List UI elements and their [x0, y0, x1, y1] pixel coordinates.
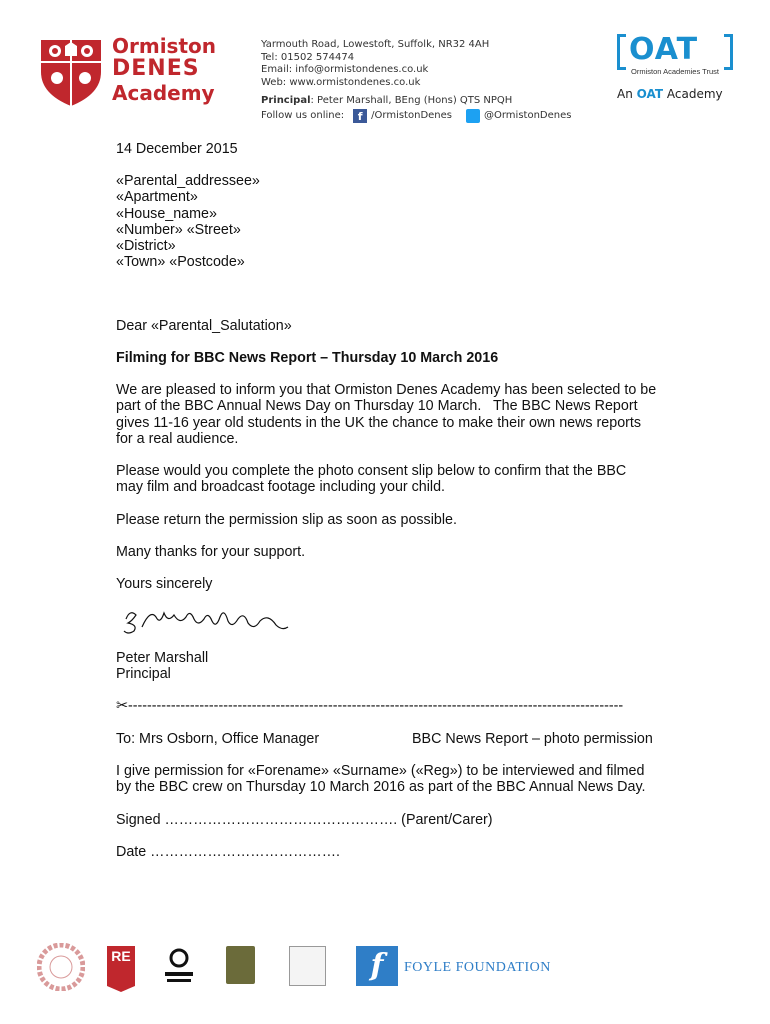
cut-line [116, 698, 656, 714]
paragraph-4: Many thanks for your support. [116, 544, 306, 560]
school-name-2: DENES [112, 56, 200, 81]
telephone: Tel: 01502 574474 [261, 51, 355, 63]
oat-trust-name: Ormiston Academies Trust [631, 67, 719, 76]
oat-tagline-brand: OAT [636, 87, 664, 101]
follow-label: Follow us online: [261, 109, 345, 121]
address: Yarmouth Road, Lowestoft, Suffolk, NR32 4AH [261, 39, 490, 50]
paragraph-line: We are pleased to inform you that Ormiston Denes Academy has been selected to be [116, 382, 657, 398]
oat-bracket-right [724, 34, 733, 70]
re-quality-mark-logo: RE [107, 946, 135, 986]
closing: Yours sincerely [116, 576, 213, 592]
sport-england-logo [161, 946, 197, 986]
oat-logo [617, 34, 733, 76]
permission-line: by the BBC crew on Thursday 10 March 2016 as part of the BBC Annual News Day. [116, 779, 646, 796]
subject-line: Filming for BBC News Report – Thursday 10 March 2016 [116, 350, 499, 366]
oat-logo-text: OAT [629, 32, 699, 67]
oat-tagline-pre: An [617, 87, 633, 101]
paragraph-line: may film and broadcast footage including your child. [116, 479, 446, 496]
paragraph-3: Please return the permission slip as soon as possible. [116, 512, 457, 528]
school-name-1: Ormiston [112, 34, 217, 58]
address-line: «Parental_addressee» [116, 173, 260, 189]
signature [120, 603, 295, 644]
school-crest-icon [39, 38, 103, 108]
address-line: «Town» «Postcode» [116, 254, 245, 271]
permission-line: I give permission for «Forename» «Surname» («Reg») to be interviewed and filmed [116, 763, 645, 779]
salutation: Dear «Parental_Salutation» [116, 318, 292, 334]
slip-date: Date …………………………………. [116, 844, 341, 860]
contact-block [261, 39, 512, 108]
food-for-life-logo [226, 946, 255, 984]
paragraph-line: for a real audience. [116, 430, 239, 447]
oat-tagline [617, 87, 723, 101]
slip-permission [116, 763, 646, 796]
social-row [261, 109, 571, 123]
principal-value: : Peter Marshall, BEng (Hons) QTS NPQH [310, 95, 513, 106]
school-name-3: Academy [112, 81, 215, 105]
slip-re: BBC News Report – photo permission [412, 731, 653, 747]
principal-line [261, 95, 512, 108]
paragraph-line: Please would you complete the photo consent slip below to confirm that the BBC [116, 463, 627, 479]
signer-title: Principal [116, 666, 171, 682]
paragraph-2 [116, 463, 626, 496]
oat-tagline-post: Academy [666, 87, 723, 101]
scissors-icon: ✂ [116, 698, 128, 714]
twitter-icon[interactable] [466, 109, 480, 123]
cut-dashes: -------------------------------------------------------------------------------------------------------- [127, 698, 624, 714]
letter-date: 14 December 2015 [116, 141, 238, 157]
website[interactable]: Web: www.ormistondenes.co.uk [261, 76, 421, 88]
facebook-icon[interactable]: f [353, 109, 367, 123]
twitter-handle[interactable]: @OrmistonDenes [484, 109, 572, 121]
foyle-foundation-icon: f [356, 946, 398, 986]
email[interactable]: Email: info@ormistondenes.co.uk [261, 64, 429, 75]
paragraph-1 [116, 382, 656, 447]
address-line: «Number» «Street» [116, 221, 241, 238]
address-line: «District» [116, 238, 176, 255]
facebook-handle[interactable]: /OrmistonDenes [371, 109, 452, 121]
foyle-foundation-text: FOYLE FOUNDATION [404, 960, 551, 975]
recipient-address [116, 173, 260, 271]
signer-name: Peter Marshall [116, 650, 209, 666]
arts-council-logo [37, 943, 85, 996]
paragraph-line: part of the BBC Annual News Day on Thursday 10 March. The BBC News Report [116, 398, 638, 415]
slip-to: To: Mrs Osborn, Office Manager [116, 731, 320, 747]
paragraph-line: gives 11-16 year old students in the UK the chance to make their own news reports [116, 414, 642, 431]
principal-label: Principal [261, 95, 311, 106]
address-line: «Apartment» [116, 189, 198, 206]
artsmark-logo [289, 946, 326, 986]
address-line: «House_name» [116, 205, 217, 222]
oat-bracket-left [617, 34, 626, 70]
slip-signed: Signed …………………………………………. (Parent/Carer) [116, 812, 493, 828]
